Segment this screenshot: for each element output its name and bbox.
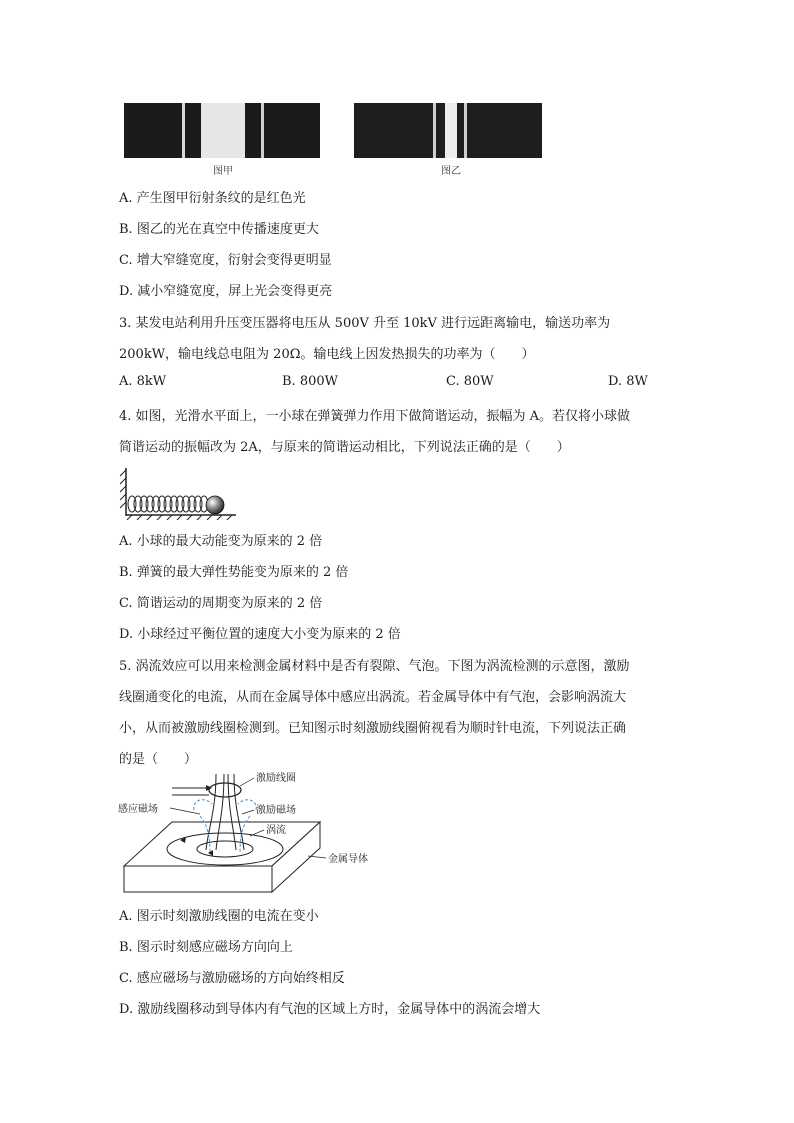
label-induced-field: 感应磁场 bbox=[118, 804, 158, 815]
label-metal-conductor: 金属导体 bbox=[328, 854, 368, 865]
q3-stem-line1: 3. 某发电站利用升压变压器将电压从 500V 升至 10kV 进行远距离输电，输送功率为 bbox=[119, 316, 611, 331]
q5-option-b: B. 图示时刻感应磁场方向向上 bbox=[119, 940, 293, 955]
q4-option-d: D. 小球经过平衡位置的速度大小变为原来的 2 倍 bbox=[119, 627, 401, 642]
q2-option-d: D. 减小窄缝宽度，屏上光会变得更亮 bbox=[119, 284, 333, 299]
label-excitation-field: 激励磁场 bbox=[256, 805, 296, 816]
q5-option-a: A. 图示时刻激励线圈的电流在变小 bbox=[119, 909, 319, 924]
q3-option-d: D. 8W bbox=[608, 374, 648, 389]
q2-option-a: A. 产生图甲衍射条纹的是红色光 bbox=[119, 191, 306, 206]
q4-stem-line2: 简谐运动的振幅改为 2A，与原来的简谐运动相比，下列说法正确的是（ ） bbox=[119, 440, 570, 455]
label-eddy-current: 涡流 bbox=[266, 825, 286, 836]
diffraction-figure-yi bbox=[354, 103, 542, 158]
figure-caption-yi: 图乙 bbox=[441, 166, 461, 177]
q5-option-d: D. 激励线圈移动到导体内有气泡的区域上方时，金属导体中的涡流会增大 bbox=[119, 1002, 541, 1017]
diffraction-figure-jia bbox=[124, 103, 320, 158]
q2-option-b: B. 图乙的光在真空中传播速度更大 bbox=[119, 222, 319, 237]
spring-ball-diagram bbox=[118, 464, 238, 520]
q4-option-b: B. 弹簧的最大弹性势能变为原来的 2 倍 bbox=[119, 565, 349, 580]
eddy-current-diagram bbox=[112, 770, 412, 898]
figure-caption-jia: 图甲 bbox=[213, 166, 233, 177]
diffraction-pattern-yi bbox=[354, 103, 542, 158]
q4-option-a: A. 小球的最大动能变为原来的 2 倍 bbox=[119, 534, 323, 549]
q5-option-c: C. 感应磁场与激励磁场的方向始终相反 bbox=[119, 971, 345, 986]
spring-oscillator-figure bbox=[118, 464, 238, 520]
q3-option-a: A. 8kW bbox=[119, 374, 167, 389]
q5-stem-line1: 5. 涡流效应可以用来检测金属材料中是否有裂隙、气泡。下图为涡流检测的示意图，激励 bbox=[119, 659, 630, 674]
q5-stem-line4: 的是（ ） bbox=[119, 752, 198, 767]
diffraction-pattern-jia bbox=[124, 103, 320, 158]
q3-option-c: C. 80W bbox=[446, 374, 494, 389]
label-excitation-coil: 激励线圈 bbox=[256, 773, 296, 784]
q2-option-c: C. 增大窄缝宽度，衍射会变得更明显 bbox=[119, 253, 332, 268]
q3-stem-line2: 200kW，输电线总电阻为 20Ω。输电线上因发热损失的功率为（ ） bbox=[119, 347, 535, 362]
q4-option-c: C. 简谐运动的周期变为原来的 2 倍 bbox=[119, 596, 323, 611]
eddy-current-figure bbox=[112, 770, 412, 898]
q5-stem-line3: 小，从而被激励线圈检测到。已知图示时刻激励线圈俯视看为顺时针电流，下列说法正确 bbox=[119, 721, 627, 736]
q3-option-b: B. 800W bbox=[282, 374, 338, 389]
q4-stem-line1: 4. 如图，光滑水平面上，一小球在弹簧弹力作用下做简谐运动，振幅为 A。若仅将小球做 bbox=[119, 409, 631, 424]
q5-stem-line2: 线圈通变化的电流，从而在金属导体中感应出涡流。若金属导体中有气泡，会影响涡流大 bbox=[119, 690, 627, 705]
